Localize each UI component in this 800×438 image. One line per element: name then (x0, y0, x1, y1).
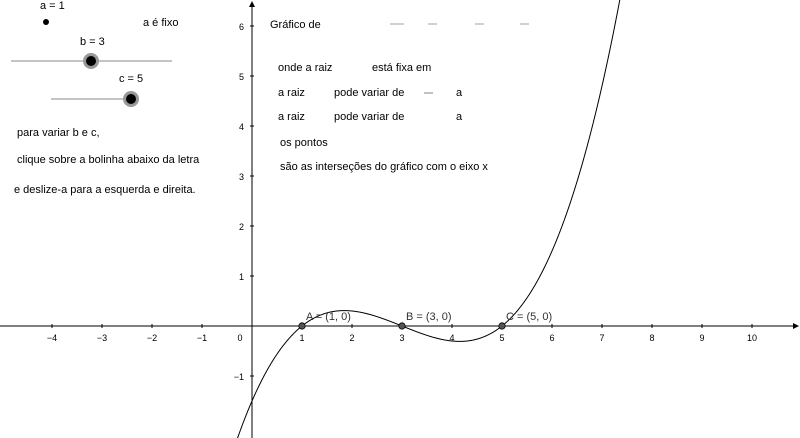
point-a[interactable] (299, 323, 305, 329)
info-fixed-at: está fixa em (372, 62, 432, 74)
x-tick-label: 2 (349, 333, 355, 343)
slider-a-label: a = 1 (40, 0, 65, 12)
y-tick-label: 2 (238, 222, 244, 232)
x-tick-label: −1 (196, 333, 208, 343)
info-intersections: são as interseções do gráfico com o eixo x (280, 161, 488, 173)
slider-c-label: c = 5 (119, 73, 144, 85)
x-tick-label: −2 (146, 333, 158, 343)
info-vary-c-to: a (456, 111, 463, 123)
x-tick-label: 10 (746, 333, 758, 343)
point-a-label: A = (1, 0) (306, 311, 351, 323)
point-c[interactable] (499, 323, 505, 329)
x-tick-label: 7 (599, 333, 605, 343)
point-c-label: C = (5, 0) (506, 311, 553, 323)
x-axis-arrow (793, 323, 799, 329)
x-tick-label: 6 (549, 333, 555, 343)
instruction-line-3: e deslize-a para a esquerda e direita. (14, 184, 196, 196)
x-tick-label: 4 (449, 333, 455, 343)
y-tick-label: 5 (238, 72, 244, 82)
y-axis-arrow (249, 1, 255, 7)
x-tick-label: 1 (299, 333, 305, 343)
info-root-fixed: onde a raiz (278, 62, 333, 74)
y-tick-label: 4 (238, 122, 244, 132)
instruction-line-1: para variar b e c, (17, 127, 100, 139)
info-root-b: a raiz (278, 87, 305, 99)
y-tick-label: 1 (238, 272, 244, 282)
info-root-c: a raiz (278, 111, 305, 123)
slider-b-handle[interactable] (86, 56, 96, 66)
info-vary-b: pode variar de (334, 87, 405, 99)
graph-title: Gráfico de (270, 19, 321, 31)
info-vary-b-to: a (456, 87, 463, 99)
x-tick-label: 9 (699, 333, 705, 343)
y-tick-label: 3 (238, 172, 244, 182)
instruction-line-2: clique sobre a bolinha abaixo da letra (17, 154, 200, 166)
y-tick-label: −1 (233, 372, 244, 382)
slider-a-note: a é fixo (143, 17, 179, 29)
point-b[interactable] (399, 323, 405, 329)
x-tick-label: 0 (237, 333, 243, 343)
x-tick-label: 8 (649, 333, 655, 343)
slider-c-handle[interactable] (126, 94, 136, 104)
x-tick-label: 5 (499, 333, 505, 343)
info-vary-c: pode variar de (334, 111, 405, 123)
y-tick-label: 6 (238, 22, 244, 32)
info-points: os pontos (280, 137, 328, 149)
point-b-label: B = (3, 0) (406, 311, 452, 323)
x-tick-label: −3 (96, 333, 108, 343)
x-tick-label: −4 (46, 333, 58, 343)
slider-a-point[interactable] (43, 19, 49, 25)
y-ticks (234, 22, 254, 382)
x-tick-label: 3 (399, 333, 405, 343)
slider-b-label: b = 3 (80, 36, 105, 48)
